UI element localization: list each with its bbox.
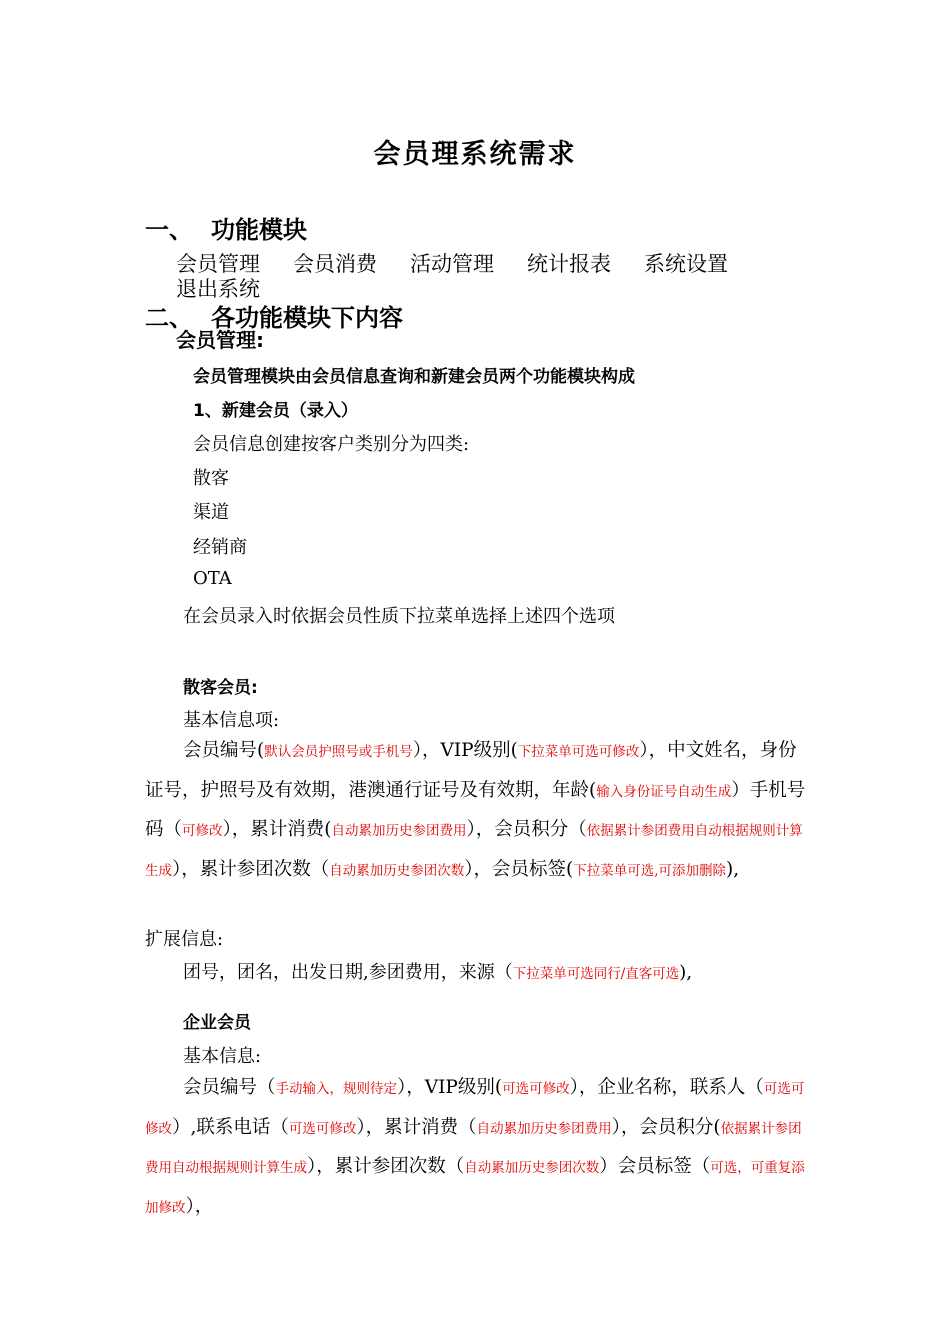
field-text: ）,联系电话（ (172, 1116, 289, 1138)
field-text: ）手机号码（ (145, 779, 806, 840)
section1-title: 功能模块 (211, 216, 307, 244)
member-mgmt-intro: 会员管理模块由会员信息查询和新建会员两个功能模块构成 (193, 367, 635, 387)
field-text: ），累计参团次数（ (172, 858, 330, 880)
field-text: ), (726, 858, 740, 880)
section1-number: 一、 (145, 216, 193, 244)
member-mgmt-heading: 会员管理: (176, 328, 264, 352)
type-item: 散客 (193, 468, 229, 489)
field-note: 依据累计参团费用自动根据规则计算生成 (145, 1120, 802, 1176)
field-note: 自动累加历史参团次数 (329, 862, 465, 879)
document-title: 会员理系统需求 (373, 139, 577, 170)
section1-heading (145, 210, 307, 245)
type-item: 渠道 (193, 502, 229, 523)
individual-basic-label: 基本信息项: (183, 710, 280, 731)
field-text: 团号，团名，出发日期,参团费用，来源（ (183, 962, 513, 983)
section2-title: 各功能模块下内容 (211, 304, 403, 332)
module-item: 活动管理 (410, 252, 494, 276)
field-note: 自动累加历史参团费用 (476, 1120, 612, 1137)
field-text: ），会员标签( (464, 858, 574, 880)
module-item: 统计报表 (527, 252, 611, 276)
individual-heading: 散客会员: (183, 678, 258, 698)
types-intro: 会员信息创建按客户类别分为四类: (193, 434, 470, 455)
field-text: ）， (185, 1195, 214, 1217)
field-note: 可选可修改 (288, 1120, 357, 1137)
new-member-heading: 1、新建会员（录入） (193, 401, 358, 421)
field-text: ）会员标签（ (599, 1156, 711, 1177)
field-text: 会员编号（ (183, 1077, 276, 1098)
module-item: 系统设置 (644, 252, 728, 276)
field-text: ），累计参团次数（ (307, 1156, 465, 1177)
field-text: ），会员积分（ (466, 819, 587, 840)
selection-note: 在会员录入时依据会员性质下拉菜单选择上述四个选项 (183, 606, 615, 627)
enterprise-heading: 企业会员 (183, 1013, 251, 1033)
field-note: 输入身份证号自动生成 (596, 783, 732, 800)
field-note: 自动累加历史参团费用 (331, 823, 467, 839)
type-item: 经销商 (193, 537, 247, 558)
field-text: ），中文姓名，身份证号，护照号及有效期，港澳通行证号及有效期，年龄( (145, 740, 797, 801)
module-item: 会员管理 (176, 252, 260, 276)
field-note: 下拉菜单可选,可添加删除 (573, 862, 727, 879)
field-note: 手动输入，规则待定 (275, 1081, 398, 1097)
module-item-exit: 退出系统 (176, 277, 260, 301)
individual-ext-label: 扩展信息: (145, 929, 224, 950)
field-note: 默认会员护照号或手机号 (264, 744, 413, 760)
individual-ext-fields (183, 958, 692, 984)
field-text: ），企业名称，联系人（ (569, 1077, 764, 1098)
field-note: 可修改 (182, 823, 223, 839)
field-note: 可选可修改 (145, 1081, 805, 1137)
field-text: ），VIP级别( (397, 1077, 503, 1098)
field-note: 自动累加历史参团次数 (464, 1160, 600, 1176)
field-note: 可选，可重复添加修改 (145, 1160, 805, 1216)
field-text: ），VIP级别( (412, 740, 518, 761)
field-text: ），会员积分( (611, 1116, 721, 1138)
module-item: 会员消费 (293, 252, 377, 276)
enterprise-basic-fields (145, 1069, 810, 1227)
field-note: 下拉菜单可选可修改 (517, 744, 640, 760)
field-text: ），累计消费( (222, 819, 332, 840)
individual-basic-fields (145, 732, 810, 890)
type-item: OTA (193, 568, 232, 589)
field-note: 下拉菜单可选同行/直客可选 (512, 966, 680, 982)
section2-number: 二、 (145, 304, 193, 332)
field-note: 可选可修改 (502, 1081, 570, 1097)
module-list (176, 248, 761, 278)
enterprise-basic-label: 基本信息: (183, 1046, 262, 1067)
field-note: 依据累计参团费用自动根据规则计算生成 (145, 823, 803, 879)
field-text: ），累计消费（ (356, 1116, 477, 1138)
field-text: 会员编号( (183, 740, 265, 761)
field-text: ), (679, 962, 693, 983)
